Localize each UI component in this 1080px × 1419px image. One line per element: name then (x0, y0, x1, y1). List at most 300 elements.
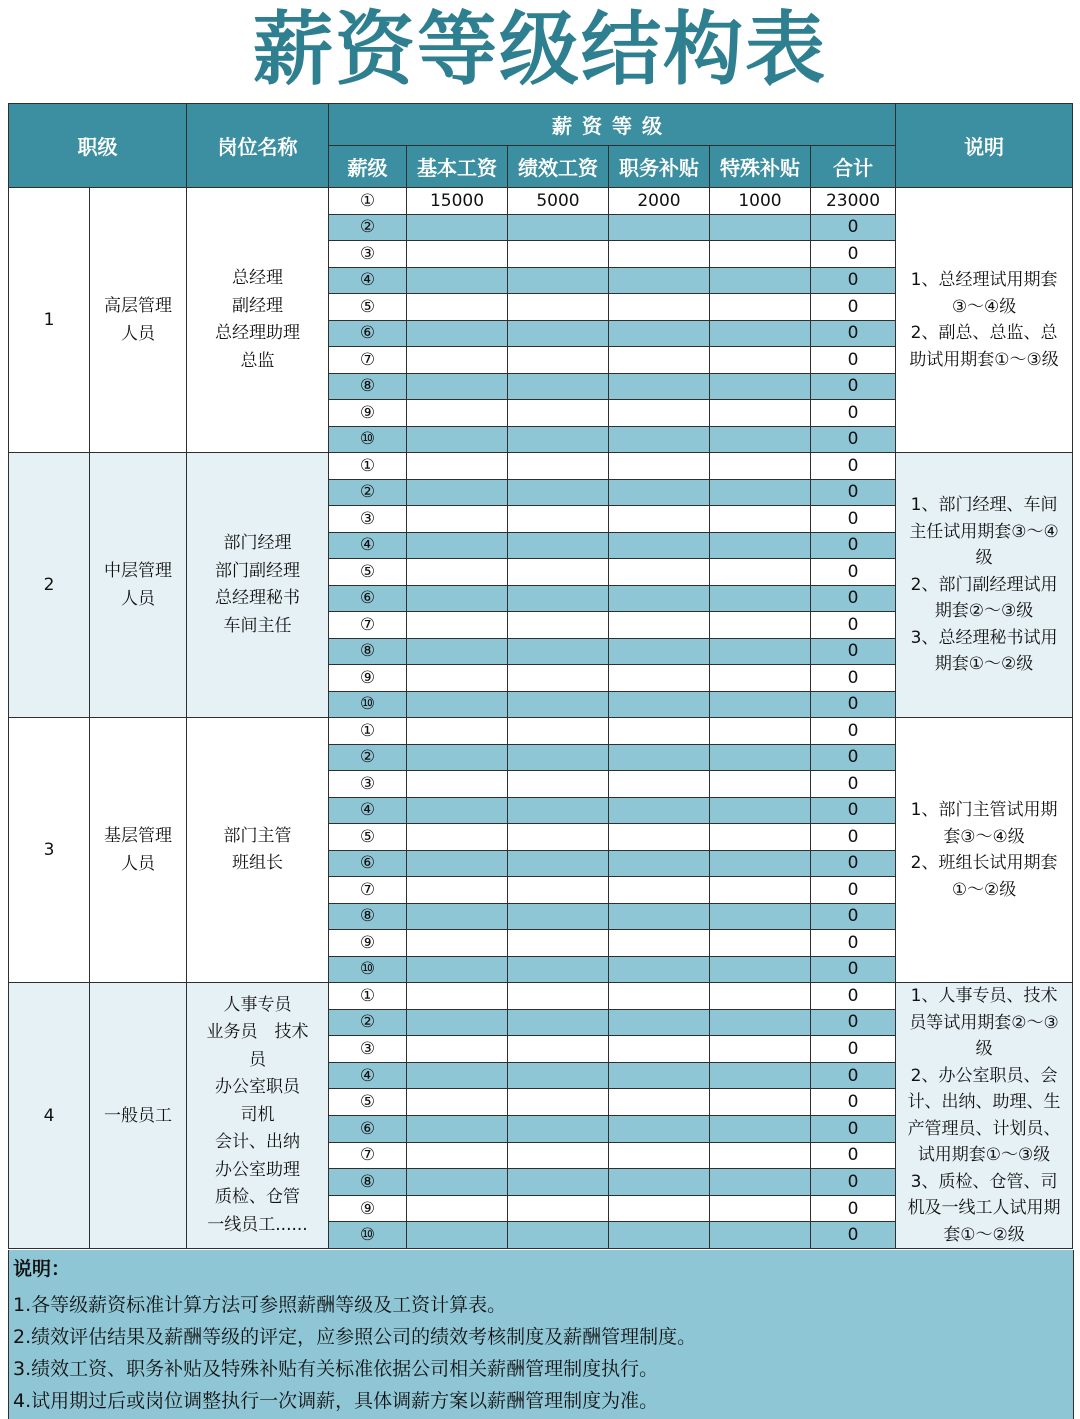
total-cell: 0 (811, 1062, 896, 1089)
duty-allowance-cell (609, 347, 710, 374)
performance-salary-cell (508, 1169, 609, 1196)
performance-salary-cell (508, 983, 609, 1010)
total-cell: 0 (811, 373, 896, 400)
grade-cell: ⑩ (329, 1222, 407, 1249)
total-cell: 0 (811, 612, 896, 639)
duty-allowance-cell (609, 479, 710, 506)
base-salary-cell (407, 638, 508, 665)
performance-salary-cell (508, 479, 609, 506)
table-row (9, 983, 1073, 1010)
total-cell: 0 (811, 320, 896, 347)
total-cell: 0 (811, 241, 896, 268)
special-allowance-cell (710, 850, 811, 877)
special-allowance-cell (710, 1089, 811, 1116)
table-row (9, 453, 1073, 480)
position-names (187, 983, 329, 1249)
grade-cell: ① (329, 718, 407, 745)
footer-line: 1.各等级薪资标准计算方法可参照薪酬等级及工资计算表。 (13, 1294, 507, 1316)
grade-cell: ② (329, 1009, 407, 1036)
performance-salary-cell (508, 956, 609, 983)
base-salary-cell (407, 267, 508, 294)
base-salary-cell (407, 771, 508, 798)
note-line: 1、部门主管试用期 (910, 800, 1058, 820)
total-cell: 0 (811, 559, 896, 586)
grade-cell: ② (329, 744, 407, 771)
grade-cell: ④ (329, 1062, 407, 1089)
performance-salary-cell (508, 1062, 609, 1089)
position-line: 员 (249, 1049, 266, 1070)
category-line: 中层管理 (104, 561, 172, 581)
total-cell: 0 (811, 903, 896, 930)
grade-cell: ⑦ (329, 1142, 407, 1169)
total-cell: 0 (811, 347, 896, 374)
special-allowance-cell (710, 930, 811, 957)
salary-grade-table (8, 103, 1073, 1249)
base-salary-cell (407, 479, 508, 506)
grade-cell: ⑧ (329, 638, 407, 665)
base-salary-cell (407, 1222, 508, 1249)
level-number: 1 (9, 188, 90, 453)
special-allowance-cell (710, 426, 811, 453)
base-salary-cell (407, 1142, 508, 1169)
header-note: 说明 (896, 104, 1073, 188)
base-salary-cell (407, 903, 508, 930)
position-line: 副经理 (232, 295, 283, 316)
duty-allowance-cell (609, 744, 710, 771)
base-salary-cell (407, 559, 508, 586)
grade-cell: ⑥ (329, 850, 407, 877)
grade-cell: ④ (329, 267, 407, 294)
note-line: ③～④级 (951, 296, 1017, 317)
grade-cell: ⑩ (329, 956, 407, 983)
note-line: 3、质检、仓管、司 (910, 1171, 1058, 1192)
duty-allowance-cell (609, 665, 710, 692)
position-line: 部门经理 (223, 533, 292, 553)
grade-cell: ⑩ (329, 426, 407, 453)
section-note (896, 718, 1073, 983)
duty-allowance-cell (609, 983, 710, 1010)
header-base-salary: 基本工资 (407, 146, 508, 188)
note-line: 级 (975, 548, 993, 569)
special-allowance-cell (710, 665, 811, 692)
base-salary-cell (407, 612, 508, 639)
position-line: 部门副经理 (215, 560, 300, 581)
special-allowance-cell (710, 824, 811, 851)
performance-salary-cell (508, 241, 609, 268)
duty-allowance-cell (609, 559, 710, 586)
base-salary-cell (407, 320, 508, 347)
category-line: 人员 (121, 324, 155, 344)
performance-salary-cell (508, 532, 609, 559)
total-cell: 0 (811, 532, 896, 559)
duty-allowance-cell (609, 1222, 710, 1249)
level-category (90, 188, 187, 453)
total-cell: 0 (811, 506, 896, 533)
special-allowance-cell (710, 453, 811, 480)
duty-allowance-cell (609, 1009, 710, 1036)
duty-allowance-cell (609, 1142, 710, 1169)
base-salary-cell (407, 1089, 508, 1116)
performance-salary-cell (508, 824, 609, 851)
total-cell: 0 (811, 930, 896, 957)
note-line: 计、出纳、助理、生 (907, 1092, 1061, 1112)
table-row (9, 188, 1073, 215)
grade-cell: ⑥ (329, 1115, 407, 1142)
category-line: 人员 (121, 589, 155, 609)
grade-cell: ④ (329, 797, 407, 824)
grade-cell: ① (329, 188, 407, 215)
note-line: 1、部门经理、车间 (910, 495, 1058, 516)
performance-salary-cell (508, 1195, 609, 1222)
duty-allowance-cell (609, 532, 710, 559)
duty-allowance-cell (609, 850, 710, 877)
base-salary-cell (407, 373, 508, 400)
special-allowance-cell (710, 718, 811, 745)
special-allowance-cell (710, 1169, 811, 1196)
header-special-allowance: 特殊补贴 (710, 146, 811, 188)
total-cell: 0 (811, 691, 896, 718)
duty-allowance-cell (609, 877, 710, 904)
special-allowance-cell (710, 506, 811, 533)
base-salary-cell (407, 850, 508, 877)
note-line: 产管理员、计划员、 (907, 1118, 1061, 1139)
level-number: 2 (9, 453, 90, 718)
grade-cell: ⑤ (329, 294, 407, 321)
level-category (90, 718, 187, 983)
note-line: 3、总经理秘书试用 (910, 627, 1058, 648)
performance-salary-cell (508, 347, 609, 374)
base-salary-cell (407, 214, 508, 241)
total-cell: 0 (811, 214, 896, 241)
position-names (187, 718, 329, 983)
performance-salary-cell (508, 877, 609, 904)
duty-allowance-cell (609, 426, 710, 453)
position-names (187, 188, 329, 453)
total-cell: 23000 (811, 188, 896, 215)
position-line: 部门主管 (223, 825, 292, 846)
total-cell: 0 (811, 294, 896, 321)
special-allowance-cell (710, 532, 811, 559)
total-cell: 0 (811, 479, 896, 506)
total-cell: 0 (811, 426, 896, 453)
performance-salary-cell (508, 903, 609, 930)
performance-salary-cell (508, 930, 609, 957)
special-allowance-cell (710, 214, 811, 241)
grade-cell: ⑨ (329, 930, 407, 957)
special-allowance-cell (710, 1009, 811, 1036)
total-cell: 0 (811, 400, 896, 427)
special-allowance-cell (710, 1142, 811, 1169)
duty-allowance-cell (609, 294, 710, 321)
duty-allowance-cell (609, 797, 710, 824)
footer-notes (8, 1250, 1074, 1419)
performance-salary-cell (508, 267, 609, 294)
special-allowance-cell (710, 479, 811, 506)
position-line: 总经理 (232, 268, 283, 288)
base-salary-cell (407, 930, 508, 957)
special-allowance-cell (710, 638, 811, 665)
note-line: 2、办公室职员、会 (910, 1065, 1058, 1086)
grade-cell: ⑩ (329, 691, 407, 718)
base-salary-cell (407, 824, 508, 851)
special-allowance-cell (710, 347, 811, 374)
special-allowance-cell (710, 1115, 811, 1142)
table-row (9, 718, 1073, 745)
duty-allowance-cell (609, 1195, 710, 1222)
position-names (187, 453, 329, 718)
performance-salary-cell (508, 559, 609, 586)
duty-allowance-cell (609, 214, 710, 241)
grade-cell: ⑧ (329, 903, 407, 930)
duty-allowance-cell (609, 930, 710, 957)
special-allowance-cell (710, 320, 811, 347)
duty-allowance-cell (609, 585, 710, 612)
grade-cell: ③ (329, 1036, 407, 1063)
note-line: 机及一线工人试用期 (907, 1198, 1061, 1218)
duty-allowance-cell (609, 320, 710, 347)
base-salary-cell (407, 1062, 508, 1089)
total-cell: 0 (811, 665, 896, 692)
performance-salary-cell (508, 506, 609, 533)
performance-salary-cell (508, 1036, 609, 1063)
position-line: 班组长 (232, 853, 283, 873)
performance-salary-cell (508, 638, 609, 665)
note-line: 1、人事专员、技术 (910, 986, 1058, 1006)
duty-allowance-cell (609, 903, 710, 930)
total-cell: 0 (811, 453, 896, 480)
base-salary-cell (407, 1195, 508, 1222)
category-line: 高层管理 (104, 296, 172, 316)
grade-cell: ⑨ (329, 1195, 407, 1222)
special-allowance-cell: 1000 (710, 188, 811, 215)
base-salary-cell (407, 797, 508, 824)
total-cell: 0 (811, 771, 896, 798)
footer-line: 4.试用期过后或岗位调整执行一次调薪，具体调薪方案以薪酬管理制度为准。 (13, 1390, 659, 1412)
header-level: 职级 (9, 104, 187, 188)
section-note (896, 188, 1073, 453)
duty-allowance-cell (609, 241, 710, 268)
special-allowance-cell (710, 983, 811, 1010)
page-title: 薪资等级结构表 (253, 3, 827, 96)
special-allowance-cell (710, 797, 811, 824)
performance-salary-cell (508, 453, 609, 480)
total-cell: 0 (811, 983, 896, 1010)
note-line: 期套②～③级 (934, 601, 1034, 622)
grade-cell: ③ (329, 506, 407, 533)
base-salary-cell (407, 877, 508, 904)
header-position: 岗位名称 (187, 104, 329, 188)
base-salary-cell (407, 1036, 508, 1063)
duty-allowance-cell (609, 612, 710, 639)
grade-cell: ② (329, 479, 407, 506)
note-line: 期套①～②级 (934, 654, 1034, 675)
performance-salary-cell (508, 1089, 609, 1116)
duty-allowance-cell (609, 638, 710, 665)
duty-allowance-cell (609, 1115, 710, 1142)
base-salary-cell (407, 294, 508, 321)
performance-salary-cell (508, 718, 609, 745)
duty-allowance-cell (609, 453, 710, 480)
performance-salary-cell (508, 797, 609, 824)
grade-cell: ③ (329, 241, 407, 268)
base-salary-cell (407, 718, 508, 745)
level-category (90, 983, 187, 1249)
position-line: 业务员 技术 (206, 1022, 309, 1043)
position-line: 质检、仓管 (215, 1187, 300, 1208)
grade-cell: ⑥ (329, 320, 407, 347)
note-line: 试用期套①～③级 (917, 1145, 1051, 1165)
total-cell: 0 (811, 824, 896, 851)
position-line: 车间主任 (223, 615, 292, 636)
total-cell: 0 (811, 850, 896, 877)
performance-salary-cell (508, 1142, 609, 1169)
special-allowance-cell (710, 1062, 811, 1089)
performance-salary-cell (508, 585, 609, 612)
base-salary-cell (407, 532, 508, 559)
special-allowance-cell (710, 903, 811, 930)
special-allowance-cell (710, 956, 811, 983)
header-total: 合计 (811, 146, 896, 188)
base-salary-cell (407, 585, 508, 612)
position-line: 总监 (240, 350, 275, 371)
special-allowance-cell (710, 1222, 811, 1249)
duty-allowance-cell (609, 718, 710, 745)
total-cell: 0 (811, 1089, 896, 1116)
special-allowance-cell (710, 241, 811, 268)
level-number: 4 (9, 983, 90, 1249)
duty-allowance-cell (609, 824, 710, 851)
duty-allowance-cell (609, 1089, 710, 1116)
footer-line: 3.绩效工资、职务补贴及特殊补贴有关标准依据公司相关薪酬管理制度执行。 (13, 1358, 659, 1380)
duty-allowance-cell (609, 1036, 710, 1063)
special-allowance-cell (710, 373, 811, 400)
footer-title: 说明： (13, 1258, 71, 1280)
position-line: 司机 (240, 1104, 275, 1125)
base-salary-cell (407, 744, 508, 771)
performance-salary-cell (508, 373, 609, 400)
note-line: 套③～④级 (943, 826, 1025, 847)
performance-salary-cell (508, 1222, 609, 1249)
base-salary-cell: 15000 (407, 188, 508, 215)
grade-cell: ④ (329, 532, 407, 559)
grade-cell: ⑧ (329, 373, 407, 400)
performance-salary-cell (508, 850, 609, 877)
grade-cell: ③ (329, 771, 407, 798)
special-allowance-cell (710, 585, 811, 612)
duty-allowance-cell (609, 1062, 710, 1089)
base-salary-cell (407, 983, 508, 1010)
special-allowance-cell (710, 771, 811, 798)
grade-cell: ⑨ (329, 665, 407, 692)
special-allowance-cell (710, 691, 811, 718)
performance-salary-cell (508, 426, 609, 453)
duty-allowance-cell (609, 691, 710, 718)
position-line: 总经理助理 (215, 323, 300, 343)
total-cell: 0 (811, 1009, 896, 1036)
note-line: 1、总经理试用期套 (910, 270, 1058, 290)
base-salary-cell (407, 1115, 508, 1142)
grade-cell: ⑦ (329, 877, 407, 904)
grade-cell: ⑨ (329, 400, 407, 427)
note-line: 2、副总、总监、总 (910, 323, 1058, 343)
header-salary-grade: 薪资等级 (329, 104, 896, 146)
base-salary-cell (407, 453, 508, 480)
total-cell: 0 (811, 1115, 896, 1142)
performance-salary-cell (508, 665, 609, 692)
level-category (90, 453, 187, 718)
total-cell: 0 (811, 585, 896, 612)
performance-salary-cell (508, 214, 609, 241)
performance-salary-cell (508, 294, 609, 321)
total-cell: 0 (811, 638, 896, 665)
base-salary-cell (407, 1009, 508, 1036)
special-allowance-cell (710, 744, 811, 771)
performance-salary-cell (508, 320, 609, 347)
header-performance-salary: 绩效工资 (508, 146, 609, 188)
total-cell: 0 (811, 956, 896, 983)
note-line: 员等试用期套②～③ (909, 1012, 1059, 1033)
duty-allowance-cell (609, 1169, 710, 1196)
performance-salary-cell (508, 744, 609, 771)
grade-cell: ⑥ (329, 585, 407, 612)
position-line: 办公室职员 (215, 1077, 300, 1098)
position-line: 办公室助理 (215, 1159, 300, 1180)
grade-cell: ⑤ (329, 1089, 407, 1116)
total-cell: 0 (811, 1036, 896, 1063)
special-allowance-cell (710, 612, 811, 639)
note-line: 套①～②级 (943, 1224, 1025, 1245)
header-grade: 薪级 (329, 146, 407, 188)
total-cell: 0 (811, 1195, 896, 1222)
base-salary-cell (407, 241, 508, 268)
grade-cell: ⑦ (329, 347, 407, 374)
base-salary-cell (407, 400, 508, 427)
duty-allowance-cell (609, 373, 710, 400)
footer-line: 2.绩效评估结果及薪酬等级的评定，应参照公司的绩效考核制度及薪酬管理制度。 (13, 1326, 697, 1348)
special-allowance-cell (710, 1195, 811, 1222)
total-cell: 0 (811, 1142, 896, 1169)
total-cell: 0 (811, 1169, 896, 1196)
total-cell: 0 (811, 797, 896, 824)
note-line: ①～②级 (951, 879, 1017, 900)
grade-cell: ① (329, 983, 407, 1010)
duty-allowance-cell: 2000 (609, 188, 710, 215)
base-salary-cell (407, 506, 508, 533)
position-line: 一线员工...... (207, 1214, 308, 1235)
special-allowance-cell (710, 400, 811, 427)
performance-salary-cell (508, 400, 609, 427)
duty-allowance-cell (609, 956, 710, 983)
section-note (896, 453, 1073, 718)
duty-allowance-cell (609, 506, 710, 533)
grade-cell: ⑤ (329, 824, 407, 851)
duty-allowance-cell (609, 771, 710, 798)
total-cell: 0 (811, 744, 896, 771)
note-line: 2、班组长试用期套 (910, 853, 1058, 873)
special-allowance-cell (710, 1036, 811, 1063)
level-number: 3 (9, 718, 90, 983)
base-salary-cell (407, 665, 508, 692)
header-duty-allowance: 职务补贴 (609, 146, 710, 188)
grade-cell: ⑧ (329, 1169, 407, 1196)
total-cell: 0 (811, 877, 896, 904)
note-line: 助试用期套①～③级 (909, 349, 1059, 370)
total-cell: 0 (811, 718, 896, 745)
base-salary-cell (407, 1169, 508, 1196)
note-line: 2、部门副经理试用 (910, 574, 1058, 595)
grade-cell: ⑤ (329, 559, 407, 586)
performance-salary-cell (508, 1115, 609, 1142)
